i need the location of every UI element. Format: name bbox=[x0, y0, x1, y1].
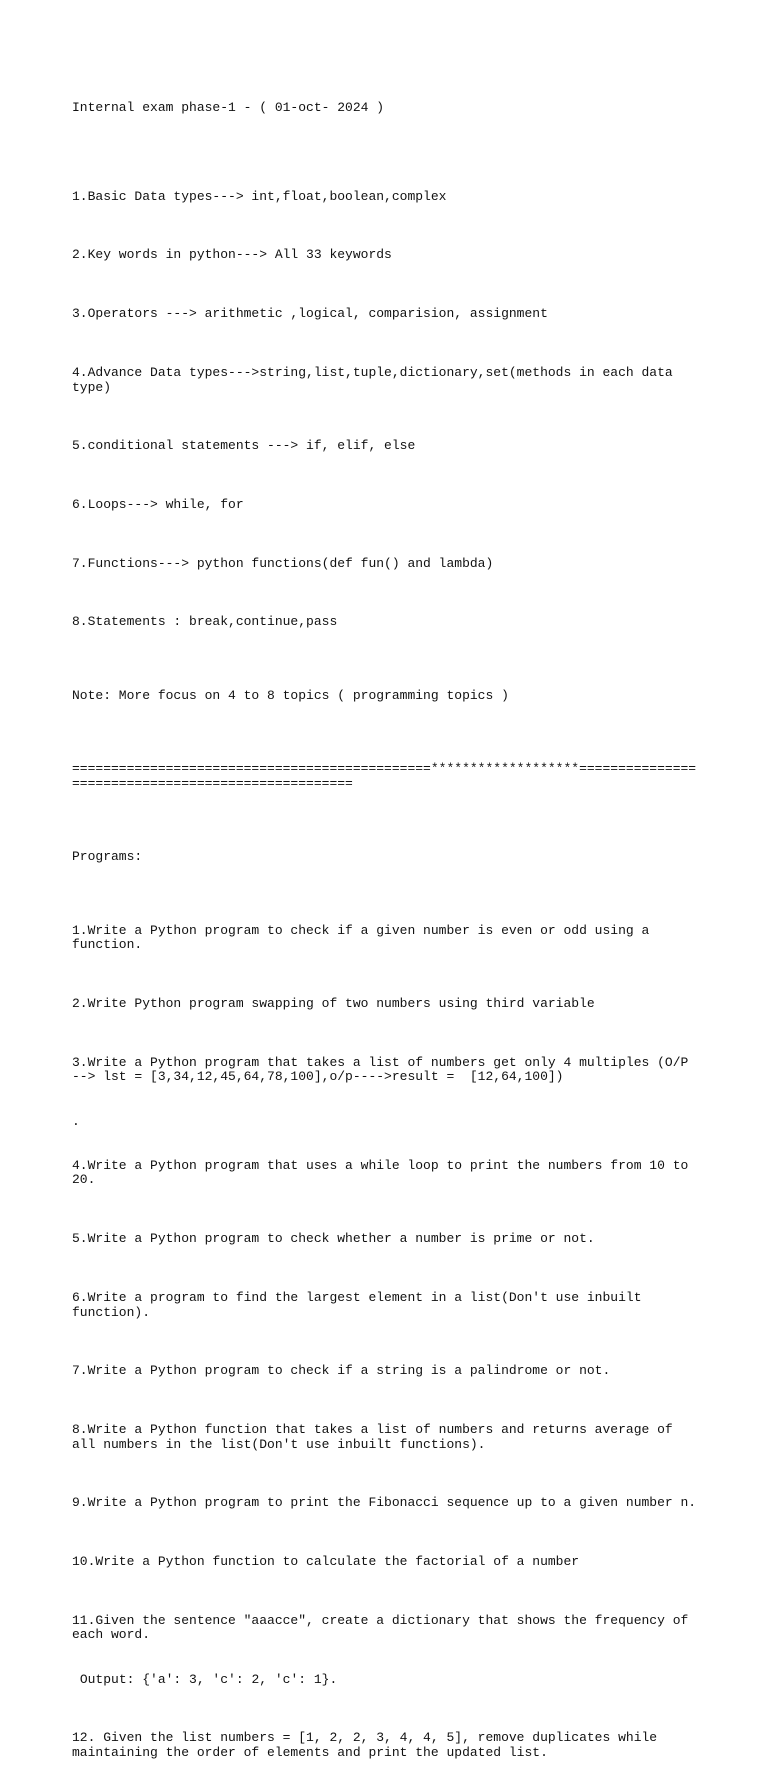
program-item-5: 5.Write a Python program to check whether a number is prime or not. bbox=[72, 1231, 595, 1247]
program-item-11: 11.Given the sentence "aaacce", create a dictionary that shows the frequency of each word. bbox=[72, 1612, 697, 1643]
document-page bbox=[72, 72, 702, 1790]
topic-item-7: 7.Functions---> python functions(def fun() and lambda) bbox=[72, 555, 494, 571]
topic-item-3: 3.Operators ---> arithmetic ,logical, comparision, assignment bbox=[72, 306, 548, 322]
program-item-8: 8.Write a Python function that takes a list of numbers and returns average of all numbers in the list(Don't use inbuilt functions). bbox=[72, 1421, 681, 1452]
topic-item-4: 4.Advance Data types--->string,list,tuple,dictionary,set(methods in each data type) bbox=[72, 364, 681, 395]
program-item-12: 12. Given the list numbers = [1, 2, 2, 3, 4, 4, 5], remove duplicates while maintaining the order of elements and print the updated list. bbox=[72, 1730, 665, 1760]
topic-item-2: 2.Key words in python---> All 33 keywords bbox=[72, 247, 392, 263]
program-item-7: 7.Write a Python program to check if a string is a palindrome or not. bbox=[72, 1363, 611, 1379]
section-separator: ==============================================*******************=================================================== bbox=[72, 761, 697, 791]
program-item-9: 9.Write a Python program to print the Fibonacci sequence up to a given number n. bbox=[72, 1495, 697, 1511]
focus-note: Note: More focus on 4 to 8 topics ( programming topics ) bbox=[72, 687, 509, 703]
program-item-2: 2.Write Python program swapping of two numbers using third variable bbox=[72, 996, 595, 1012]
program-item-11-output: Output: {'a': 3, 'c': 2, 'c': 1}. bbox=[72, 1671, 338, 1687]
topic-item-6: 6.Loops---> while, for bbox=[72, 496, 244, 512]
topic-item-1: 1.Basic Data types---> int,float,boolean,complex bbox=[72, 188, 447, 204]
program-item-1: 1.Write a Python program to check if a given number is even or odd using a function. bbox=[72, 922, 658, 953]
program-item-10: 10.Write a Python function to calculate the factorial of a number bbox=[72, 1554, 580, 1570]
program-item-4: 4.Write a Python program that uses a while loop to print the numbers from 10 to 20. bbox=[72, 1157, 697, 1188]
topic-item-5: 5.conditional statements ---> if, elif, else bbox=[72, 438, 416, 454]
programs-heading: Programs: bbox=[72, 849, 143, 865]
program-item-3: 3.Write a Python program that takes a list of numbers get only 4 multiples (O/P --> lst = [3,34,12,45,64,78,100],o/p---->result = [12,64,100]) bbox=[72, 1054, 697, 1085]
program-item-3-trailing-dot: . bbox=[72, 1113, 80, 1129]
program-item-6: 6.Write a program to find the largest element in a list(Don't use inbuilt function). bbox=[72, 1289, 650, 1320]
topic-item-8: 8.Statements : break,continue,pass bbox=[72, 614, 338, 630]
document-title: Internal exam phase-1 - ( 01-oct- 2024 ) bbox=[72, 100, 385, 116]
